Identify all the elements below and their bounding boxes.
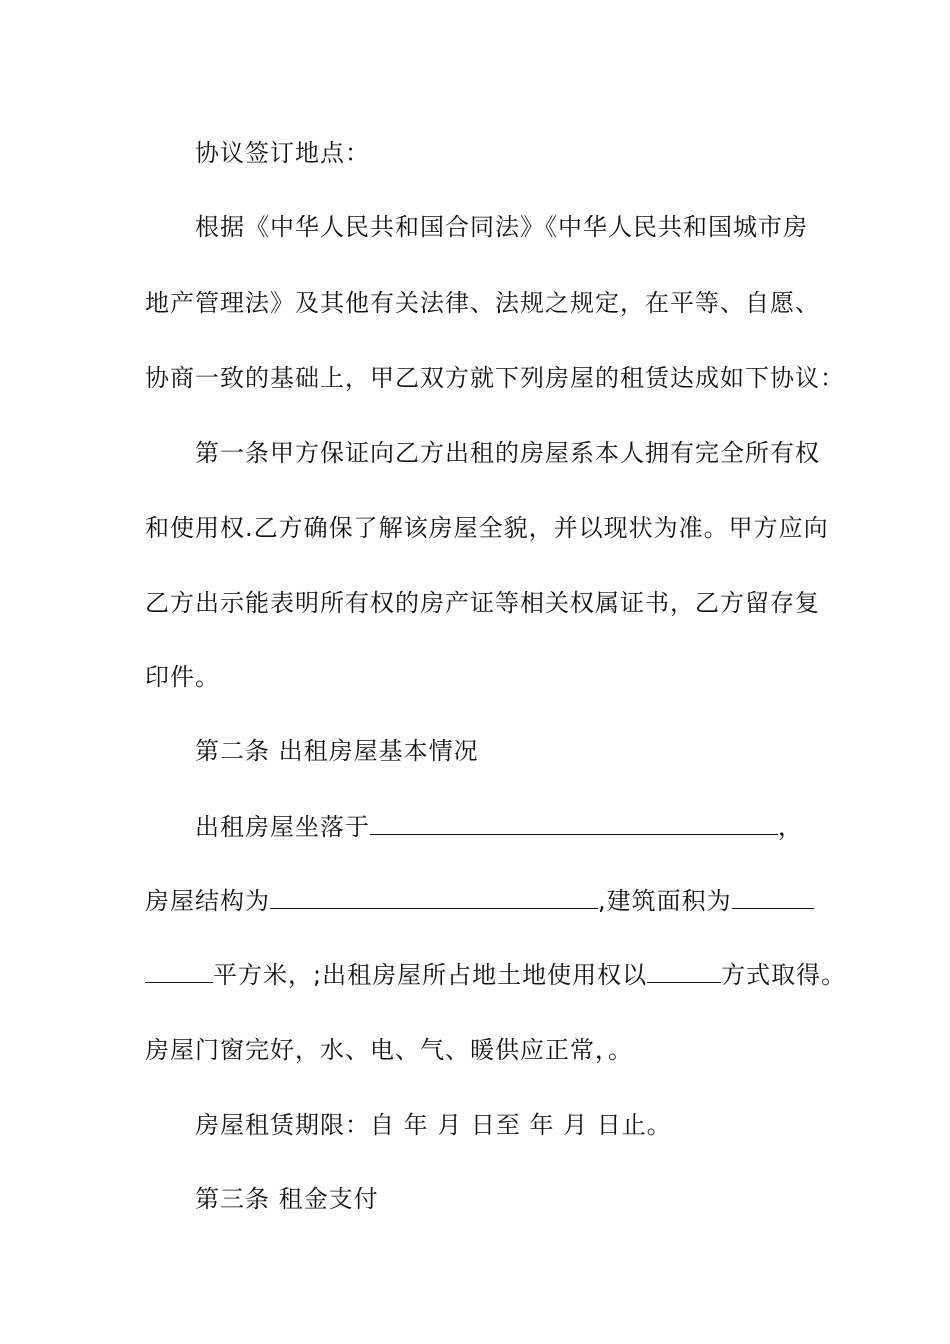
- acquire-text: 方式取得。: [721, 961, 847, 989]
- article-2-heading: 第二条 出租房屋基本情况: [195, 737, 479, 765]
- structure-line: [145, 886, 814, 916]
- article-3-heading: 第三条 租金支付: [195, 1185, 379, 1213]
- article-1-line-3: 乙方出示能表明所有权的房产证等相关权属证书，乙方留存复: [145, 589, 820, 617]
- article-1-line-4: 印件。: [145, 663, 220, 691]
- location-label: 出租房屋坐落于: [195, 813, 370, 841]
- preamble-line-2: 地产管理法》及其他有关法律、法规之规定，在平等、自愿、: [145, 289, 820, 317]
- structure-blank[interactable]: [270, 886, 598, 909]
- condition-line: 房屋门窗完好，水、电、气、暖供应正常，。: [145, 1036, 633, 1064]
- lease-term-line: 房屋租赁期限：自 年 月 日至 年 月 日止。: [195, 1111, 672, 1139]
- structure-label: 房屋结构为: [145, 887, 270, 915]
- article-1-line-1: 第一条甲方保证向乙方出租的房屋系本人拥有完全所有权: [195, 439, 820, 467]
- signing-location-line: 协议签订地点：: [195, 139, 370, 167]
- area-label: ,建筑面积为: [598, 887, 732, 915]
- area-unit-text: 平方米，;出租房屋所占地土地使用权以: [213, 961, 648, 989]
- location-comma: ，: [778, 813, 803, 841]
- location-line: [195, 812, 803, 842]
- article-1-line-2: 和使用权.乙方确保了解该房屋全貌，并以现状为准。甲方应向: [145, 514, 829, 542]
- area-blank-part-1[interactable]: [732, 886, 814, 909]
- area-unit-line: [145, 960, 846, 990]
- area-blank-part-2[interactable]: [145, 960, 213, 983]
- location-blank[interactable]: [370, 812, 778, 835]
- land-use-blank[interactable]: [647, 960, 721, 983]
- preamble-line-3: 协商一致的基础上，甲乙双方就下列房屋的租赁达成如下协议：: [145, 364, 845, 392]
- preamble-line-1: 根据《中华人民共和国合同法》《中华人民共和国城市房: [195, 213, 808, 241]
